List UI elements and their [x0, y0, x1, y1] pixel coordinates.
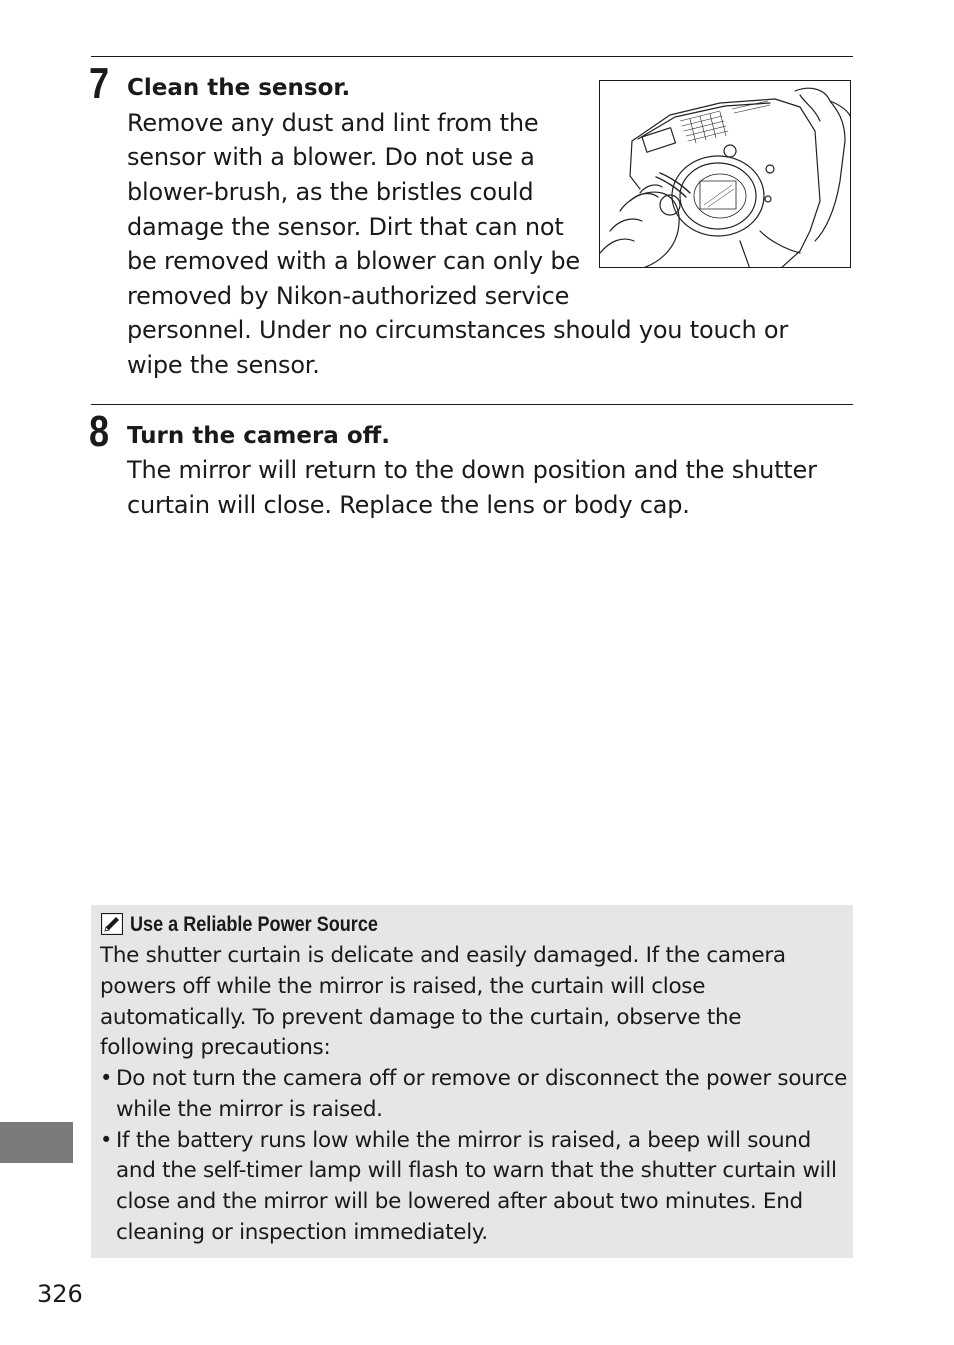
- step-title: Clean the sensor.: [127, 75, 351, 101]
- step-number: 8: [89, 407, 110, 456]
- step-text-line: sensor with a blower. Do not use a: [127, 143, 535, 171]
- bullet-marker: •: [100, 1066, 113, 1090]
- note-text-line: powers off while the mirror is raised, the curtain will close: [100, 974, 706, 999]
- bullet-text-line: Do not turn the camera off or remove or disconnect the power source: [116, 1066, 848, 1091]
- divider-rule: [91, 404, 853, 405]
- step-text-line: be removed with a blower can only be: [127, 247, 580, 275]
- top-rule: [91, 56, 853, 57]
- note-text-line: The shutter curtain is delicate and easily damaged. If the camera: [100, 943, 786, 968]
- note-text-line: automatically. To prevent damage to the curtain, observe the: [100, 1005, 742, 1030]
- bullet-text-line: close and the mirror will be lowered after about two minutes. End: [116, 1189, 803, 1214]
- step-text-line: blower-brush, as the bristles could: [127, 178, 534, 206]
- step-text-line: curtain will close. Replace the lens or body cap.: [127, 491, 690, 519]
- step-title: Turn the camera off.: [127, 423, 390, 449]
- step-text-line: wipe the sensor.: [127, 351, 320, 379]
- pencil-icon: [101, 913, 123, 935]
- bullet-marker: •: [100, 1128, 113, 1152]
- note-title: Use a Reliable Power Source: [130, 913, 378, 936]
- step-text-line: personnel. Under no circumstances should you touch or: [127, 316, 789, 344]
- bullet-text-line: If the battery runs low while the mirror is raised, a beep will sound: [116, 1128, 811, 1153]
- camera-cleaning-illustration: [599, 80, 851, 268]
- note-text-line: following precautions:: [100, 1035, 331, 1060]
- section-tab: [0, 1122, 73, 1163]
- bullet-text-line: cleaning or inspection immediately.: [116, 1220, 488, 1245]
- bullet-text-line: and the self-timer lamp will flash to warn that the shutter curtain will: [116, 1158, 837, 1183]
- step-text-line: damage the sensor. Dirt that can not: [127, 213, 564, 241]
- page-number: 326: [37, 1280, 83, 1308]
- step-number: 7: [89, 59, 110, 108]
- step-text-line: Remove any dust and lint from the: [127, 109, 539, 137]
- bullet-text-line: while the mirror is raised.: [116, 1097, 383, 1122]
- step-text-line: The mirror will return to the down position and the shutter: [127, 456, 817, 484]
- step-text-line: removed by Nikon-authorized service: [127, 282, 570, 310]
